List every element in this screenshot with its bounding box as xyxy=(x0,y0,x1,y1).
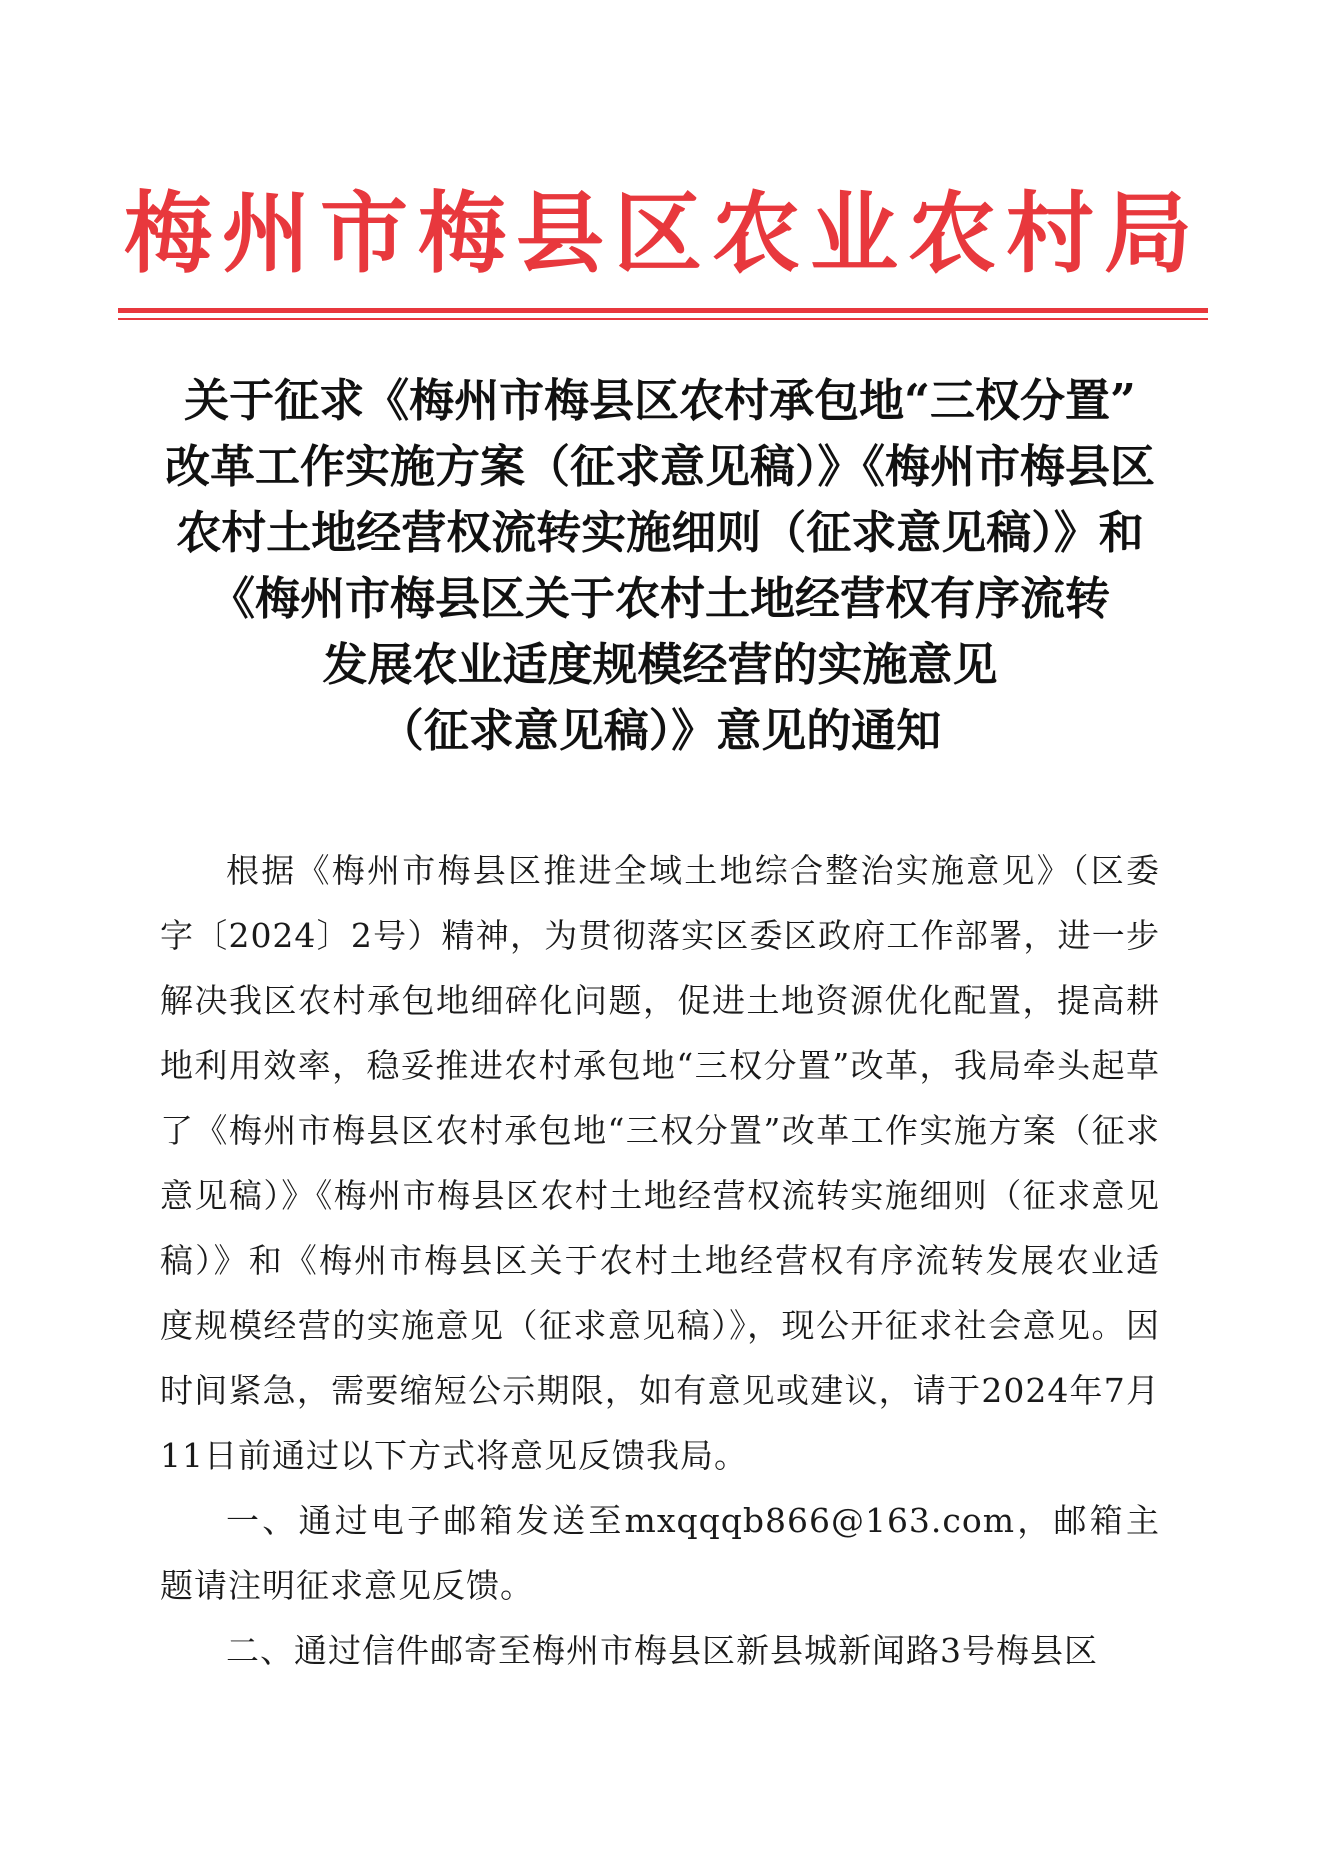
header-red-rule-thin xyxy=(118,318,1208,320)
title-line-3: 农村土地经营权流转实施细则（征求意见稿）》和 xyxy=(176,506,1144,559)
body-paragraph-email: 一、通过电子邮箱发送至mxqqqb866@163.com，邮箱主题请注明征求意见反馈。 xyxy=(160,1501,1160,1605)
title-line-5: 发展农业适度规模经营的实施意见 xyxy=(322,638,998,691)
notice-title xyxy=(150,368,1170,764)
issuing-org-header: 梅州市梅县区农业农村局 xyxy=(123,181,1202,285)
notice-body xyxy=(160,838,1160,1683)
title-line-1: 关于征求《梅州市梅县区农村承包地“三权分置” xyxy=(184,374,1136,427)
body-paragraph-intro: 根据《梅州市梅县区推进全域土地综合整治实施意见》（区委字〔2024〕2号）精神，为贯彻落实区委区政府工作部署，进一步解决我区农村承包地细碎化问题，促进土地资源优化配置，提高耕地利用效率，稳妥推进农村承包地“三权分置”改革，我局牵头起草了《梅州市梅县区农村承包地“三权分置”改革工作实施方案（征求意见稿）》《梅州市梅县区农村土地经营权流转实施细则（征求意见稿）》和《梅州市梅县区关于农村土地经营权有序流转发展农业适度规模经营的实施意见（征求意见稿）》，现公开征求社会意见。因时间紧急，需要缩短公示期限，如有意见或建议，请于2024年7月11日前通过以下方式将意见反馈我局。 xyxy=(160,851,1160,1475)
title-line-6: （征求意见稿）》意见的通知 xyxy=(378,704,942,757)
body-paragraph-mail: 二、通过信件邮寄至梅州市梅县区新县城新闻路3号梅县区 xyxy=(226,1631,1098,1670)
title-line-2: 改革工作实施方案（征求意见稿）》《梅州市梅县区 xyxy=(164,440,1155,493)
header-red-rule-thick xyxy=(118,308,1208,313)
title-line-4: 《梅州市梅县区关于农村土地经营权有序流转 xyxy=(209,572,1110,625)
